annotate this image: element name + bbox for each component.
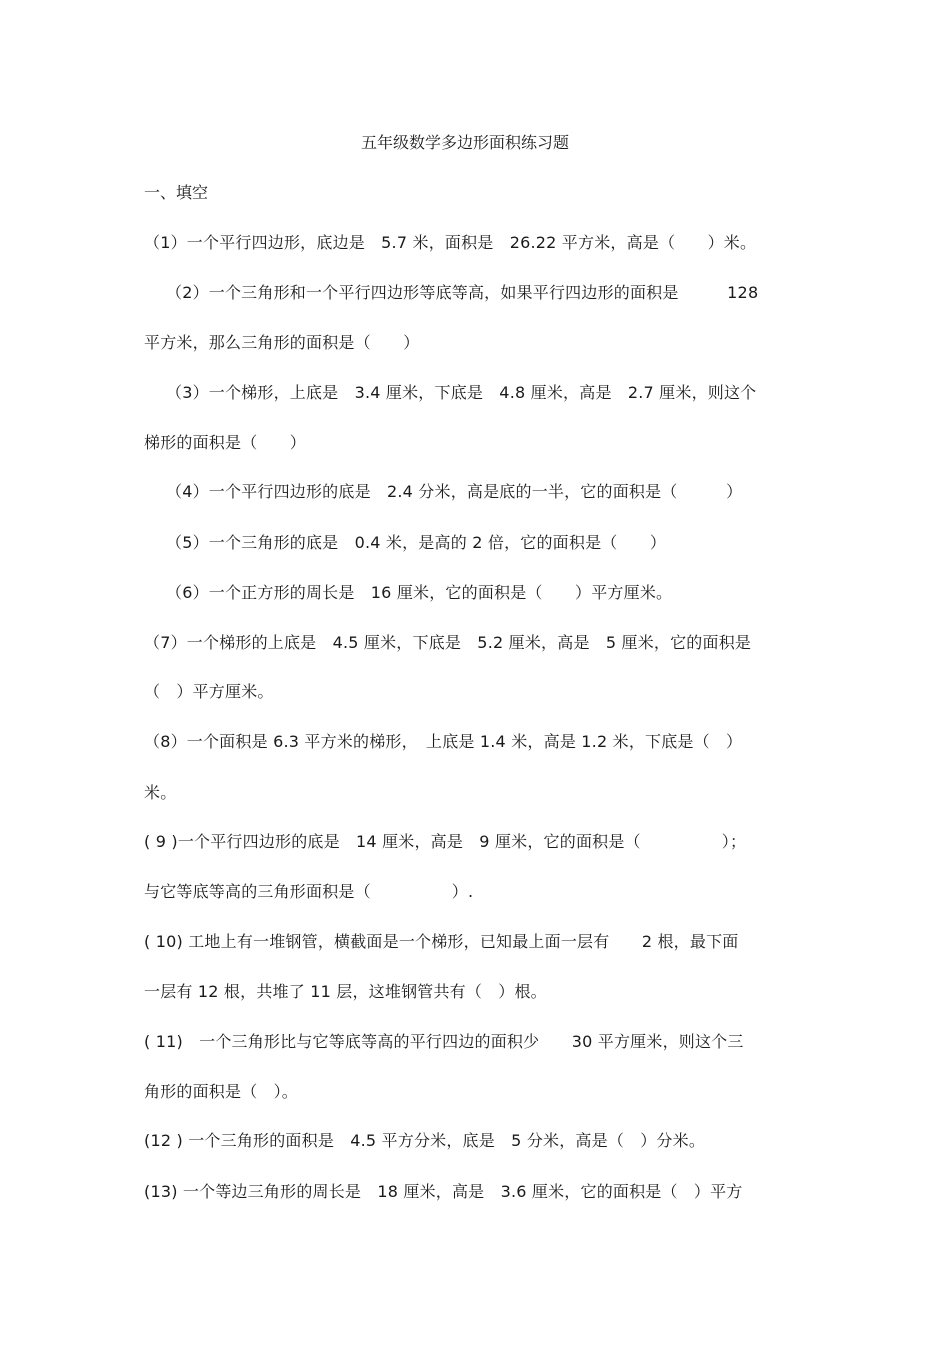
question-line: 米。 — [144, 783, 177, 802]
question-line: 与它等底等高的三角形面积是（ ）. — [144, 882, 474, 901]
question-line: （6）一个正方形的周长是 16 厘米，它的面积是（ ）平方厘米。 — [166, 583, 673, 602]
question-line: 角形的面积是（ ）。 — [144, 1082, 299, 1101]
page-title: 五年级数学多边形面积练习题 — [360, 133, 569, 152]
question-line: ( 11) 一个三角形比与它等底等高的平行四边的面积少 30 平方厘米，则这个三 — [144, 1032, 744, 1051]
section-heading: 一、填空 — [144, 183, 209, 202]
question-line: （8）一个面积是 6.3 平方米的梯形， 上底是 1.4 米，高是 1.2 米，下底是（ ） — [144, 732, 743, 751]
question-line: （ ）平方厘米。 — [144, 682, 274, 701]
question-line: 梯形的面积是（ ） — [144, 433, 307, 452]
question-line: （7）一个梯形的上底是 4.5 厘米，下底是 5.2 厘米，高是 5 厘米，它的面积是 — [144, 633, 752, 652]
question-line: ( 10) 工地上有一堆钢管，横截面是一个梯形，已知最上面一层有 2 根，最下面 — [144, 932, 739, 951]
question-line: （5）一个三角形的底是 0.4 米，是高的 2 倍，它的面积是（ ） — [166, 533, 667, 552]
question-line: (13) 一个等边三角形的周长是 18 厘米，高是 3.6 厘米，它的面积是（ ）平方 — [144, 1182, 743, 1201]
question-line: （4）一个平行四边形的底是 2.4 分米，高是底的一半，它的面积是（ ） — [166, 482, 743, 501]
question-line: 平方米，那么三角形的面积是（ ） — [144, 333, 420, 352]
question-line: 一层有 12 根，共堆了 11 层，这堆钢管共有（ ）根。 — [144, 982, 547, 1001]
question-line: (12 ) 一个三角形的面积是 4.5 平方分米，底是 5 分米，高是（ ）分米。 — [144, 1131, 706, 1150]
question-line: （2）一个三角形和一个平行四边形等底等高，如果平行四边形的面积是 128 — [166, 283, 759, 302]
question-line: （3）一个梯形，上底是 3.4 厘米，下底是 4.8 厘米，高是 2.7 厘米，则这个 — [166, 383, 757, 402]
question-line: ( 9 )一个平行四边形的底是 14 厘米，高是 9 厘米，它的面积是（ ）； — [144, 832, 747, 851]
question-line: （1）一个平行四边形，底边是 5.7 米，面积是 26.22 平方米，高是（ ）米。 — [144, 233, 757, 252]
